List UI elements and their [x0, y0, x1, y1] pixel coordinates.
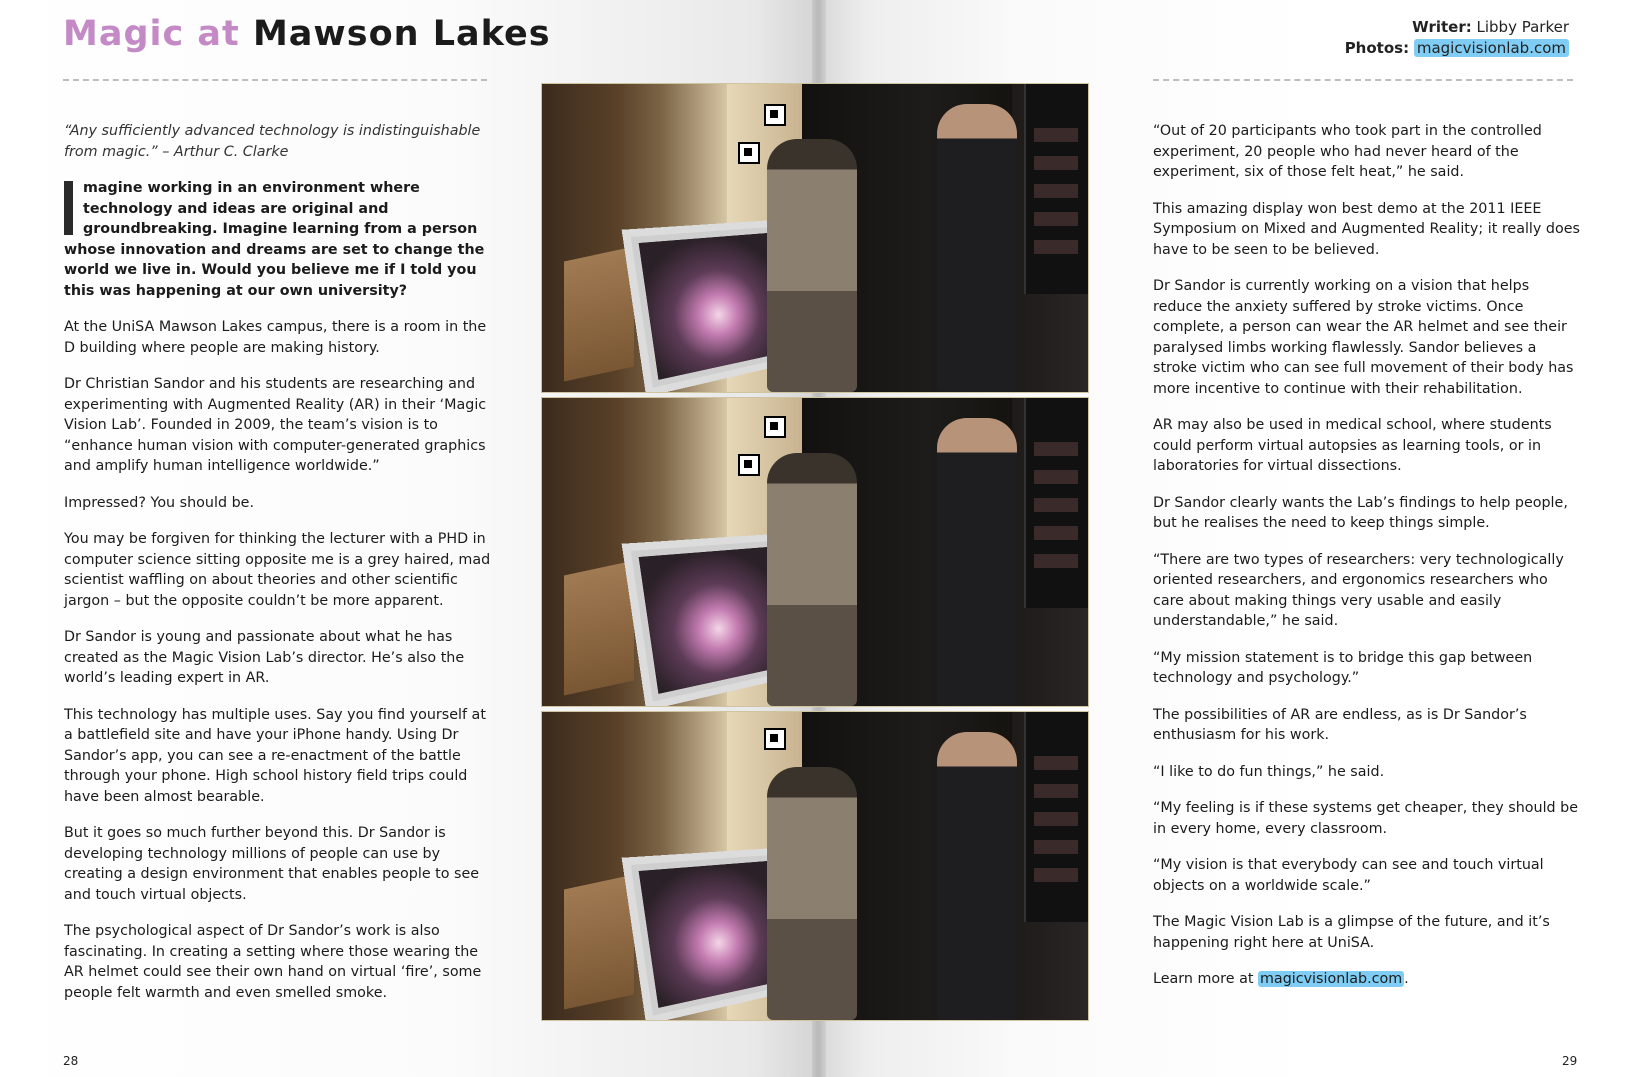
body-paragraph: Dr Sandor clearly wants the Lab’s findings to help people, but he realises the need to keep things simple. [1153, 494, 1568, 531]
ar-marker [764, 104, 786, 126]
ar-demo-photo-3 [541, 711, 1089, 1021]
learn-more [1153, 969, 1581, 990]
body-paragraph: “My mission statement is to bridge this gap between technology and psychology.” [1153, 649, 1533, 686]
body-paragraph: But it goes so much further beyond this. Dr Sandor is developing technology millions of people can use by creating a design environment that enables people to see and touch virtual objects. [64, 825, 480, 903]
body-paragraph: “Out of 20 participants who took part in the controlled experiment, 20 people who had never heard of the experiment, six of those felt heat,” he said. [1153, 123, 1542, 180]
learn-more-suffix: . [1404, 971, 1409, 987]
poster [1024, 398, 1088, 608]
title-part-2: Mawson Lakes [252, 14, 551, 54]
body-paragraph: “My vision is that everybody can see and touch virtual objects on a worldwide scale.” [1153, 857, 1544, 894]
body-paragraph: Impressed? You should be. [64, 494, 254, 511]
ar-marker [738, 142, 760, 164]
learn-more-prefix: Learn more at [1153, 971, 1258, 987]
photos-label: Photos: [1344, 39, 1410, 57]
left-column [64, 121, 492, 1019]
body-paragraph: At the UniSA Mawson Lakes campus, there is a room in the D building where people are making history. [64, 319, 487, 356]
person-observer [937, 732, 1017, 1020]
body-paragraph: Dr Sandor is young and passionate about what he has created as the Magic Vision Lab’s director. He’s also the world’s leading expert in AR. [64, 629, 465, 686]
writer-label: Writer: [1412, 18, 1472, 36]
title-part-1: Magic at [63, 14, 240, 54]
credits [1345, 17, 1569, 59]
ar-demo-photo-2 [541, 397, 1089, 707]
cardboard-box [564, 561, 634, 696]
ar-demo-photo-1 [541, 83, 1089, 393]
drop-cap [64, 181, 73, 235]
cardboard-box [564, 875, 634, 1010]
page-number-right: 29 [1562, 1054, 1578, 1068]
lead-text: magine working in an environment where technology and ideas are original and groundbreaking. Imagine learning from a person whose innovation and dreams are set to change the world we live in. Would you believe me if I told you this was happening at our own university? [64, 180, 485, 299]
body-paragraph: “I like to do fun things,” he said. [1153, 763, 1385, 780]
body-paragraph: AR may also be used in medical school, where students could perform virtual autopsies as learning tools, or in laboratories for virtual dissections. [1153, 417, 1552, 474]
body-paragraph: Dr Christian Sandor and his students are researching and experimenting with Augmented Reality (AR) in their ‘Magic Vision Lab’. Founded in 2009, the team’s vision is to “enhance human vision with computer-generated graphics and amplify human intelligence worldwide.” [64, 376, 487, 474]
cardboard-box [564, 247, 634, 382]
body-paragraph: Dr Sandor is currently working on a vision that helps reduce the anxiety suffered by stroke victims. Once complete, a person can wear the AR helmet and see their paralysed limbs working flawlessly. Sandor believes a stroke victim who can see full movement of their body has more incentive to continue with their rehabilitation. [1153, 278, 1574, 397]
ar-marker [738, 454, 760, 476]
learn-more-link[interactable]: magicvisionlab.com [1260, 971, 1403, 987]
writer-name: Libby Parker [1476, 18, 1569, 36]
writer-credit [1345, 17, 1569, 38]
body-paragraph: The Magic Vision Lab is a glimpse of the future, and it’s happening right here at UniSA. [1153, 914, 1550, 951]
photo-strip [541, 83, 1087, 1019]
photos-credit [1345, 38, 1569, 59]
body-paragraph: You may be forgiven for thinking the lecturer with a PHD in computer science sitting opposite me is a grey haired, mad scientist waffling on about theories and other scientific jargon – but the opposite couldn’t be more apparent. [64, 531, 491, 609]
person-with-headset [767, 453, 857, 706]
person-with-headset [767, 767, 857, 1020]
divider-left [63, 79, 487, 81]
right-column [1153, 121, 1581, 1006]
person-with-headset [767, 139, 857, 392]
body-paragraph: This amazing display won best demo at the 2011 IEEE Symposium on Mixed and Augmented Reality; it really does have to be seen to be believed. [1153, 200, 1580, 258]
poster [1024, 712, 1088, 922]
article-title [63, 14, 551, 54]
person-observer [937, 418, 1017, 706]
photos-link[interactable]: magicvisionlab.com [1414, 39, 1569, 57]
ar-marker [764, 728, 786, 750]
ar-marker [764, 416, 786, 438]
divider-right [1153, 79, 1573, 81]
page-number-left: 28 [63, 1054, 79, 1068]
epigraph-quote: “Any sufficiently advanced technology is indistinguishable from magic.” – Arthur C. Clarke [64, 123, 481, 160]
body-paragraph: The possibilities of AR are endless, as is Dr Sandor’s enthusiasm for his work. [1153, 706, 1527, 743]
body-paragraph: This technology has multiple uses. Say you find yourself at a battlefield site and have your iPhone handy. Using Dr Sandor’s app, you can see a re-enactment of the battle through your phone. High school history field trips could have been almost bearable. [64, 706, 486, 805]
body-paragraph: “My feeling is if these systems get cheaper, they should be in every home, every classroom. [1153, 800, 1579, 837]
lead-paragraph [64, 178, 492, 301]
poster [1024, 84, 1088, 294]
person-observer [937, 104, 1017, 392]
body-paragraph: “There are two types of researchers: very technologically oriented researchers, and ergonomics researchers who care about making things very usable and easily understandable,” he said. [1153, 551, 1564, 629]
body-paragraph: The psychological aspect of Dr Sandor’s work is also fascinating. In creating a setting where those wearing the AR helmet could see their own hand on virtual ‘fire’, some people felt warmth and even smelled smoke. [64, 923, 482, 1001]
